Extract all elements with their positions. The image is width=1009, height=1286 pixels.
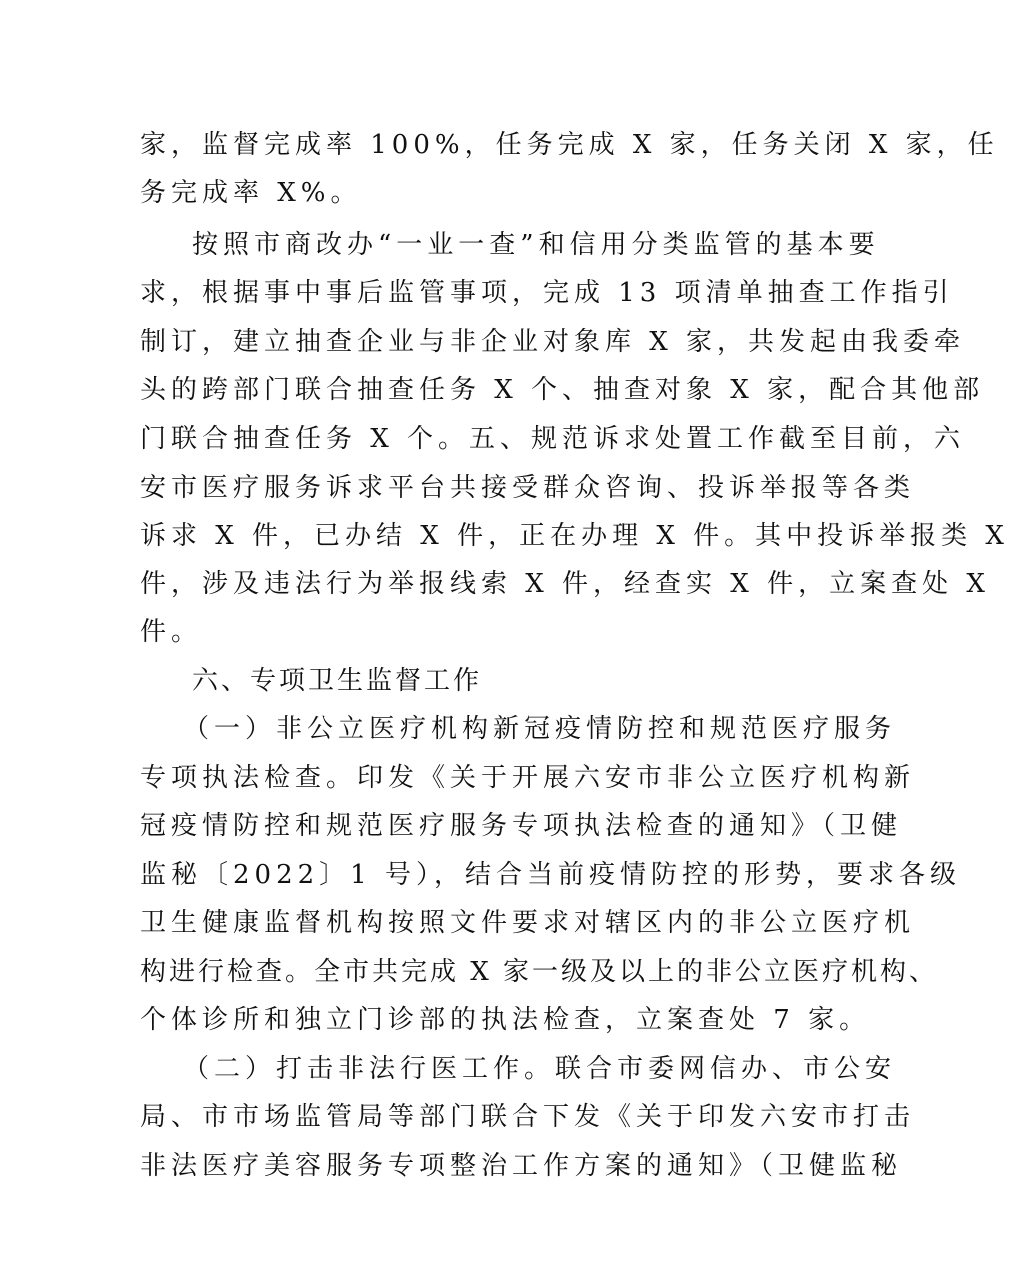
text-line: 非法医疗美容服务专项整治工作方案的通知》（卫健监秘 xyxy=(140,1151,903,1181)
section-heading: 六、专项卫生监督工作 xyxy=(192,666,483,696)
text-line: 安市医疗服务诉求平台共接受群众咨询、投诉举报等各类 xyxy=(140,473,916,503)
text-line: 局、市市场监管局等部门联合下发《关于印发六安市打击 xyxy=(140,1102,916,1132)
text-line: 求，根据事中事后监管事项，完成 13 项清单抽查工作指引 xyxy=(140,278,954,308)
paragraph-first-line: （一）非公立医疗机构新冠疫情防控和规范医疗服务 xyxy=(183,714,897,744)
paragraph-first-line: （二）打击非法行医工作。联合市委网信办、市公安 xyxy=(183,1054,897,1084)
text-line: 件。 xyxy=(140,617,203,647)
text-line: 门联合抽查任务 X 个。五、规范诉求处置工作截至目前，六 xyxy=(140,424,966,454)
text-line: 构进行检查。全市共完成 X 家一级及以上的非公立医疗机构、 xyxy=(140,957,939,987)
text-line: 制订，建立抽查企业与非企业对象库 X 家，共发起由我委牵 xyxy=(140,327,966,357)
text-line: 专项执法检查。印发《关于开展六安市非公立医疗机构新 xyxy=(140,763,916,793)
text-line: 个体诊所和独立门诊部的执法检查，立案查处 7 家。 xyxy=(140,1005,871,1035)
text-line: 件，涉及违法行为举报线索 X 件，经查实 X 件，立案查处 X xyxy=(140,569,990,599)
text-line: 监秘〔2022〕1 号），结合当前疫情防控的形势，要求各级 xyxy=(140,860,961,890)
text-line: 务完成率 X%。 xyxy=(140,178,362,208)
text-line: 卫生健康监督机构按照文件要求对辖区内的非公立医疗机 xyxy=(140,908,916,938)
text-line: 家，监督完成率 100%，任务完成 X 家，任务关闭 X 家，任 xyxy=(140,130,999,160)
text-line: 冠疫情防控和规范医疗服务专项执法检查的通知》（卫健 xyxy=(140,811,903,841)
text-line: 诉求 X 件，已办结 X 件，正在办理 X 件。其中投诉举报类 X xyxy=(140,521,1009,551)
text-line: 头的跨部门联合抽查任务 X 个、抽查对象 X 家，配合其他部 xyxy=(140,375,985,405)
paragraph-first-line: 按照市商改办“一业一查”和信用分类监管的基本要 xyxy=(192,230,880,260)
